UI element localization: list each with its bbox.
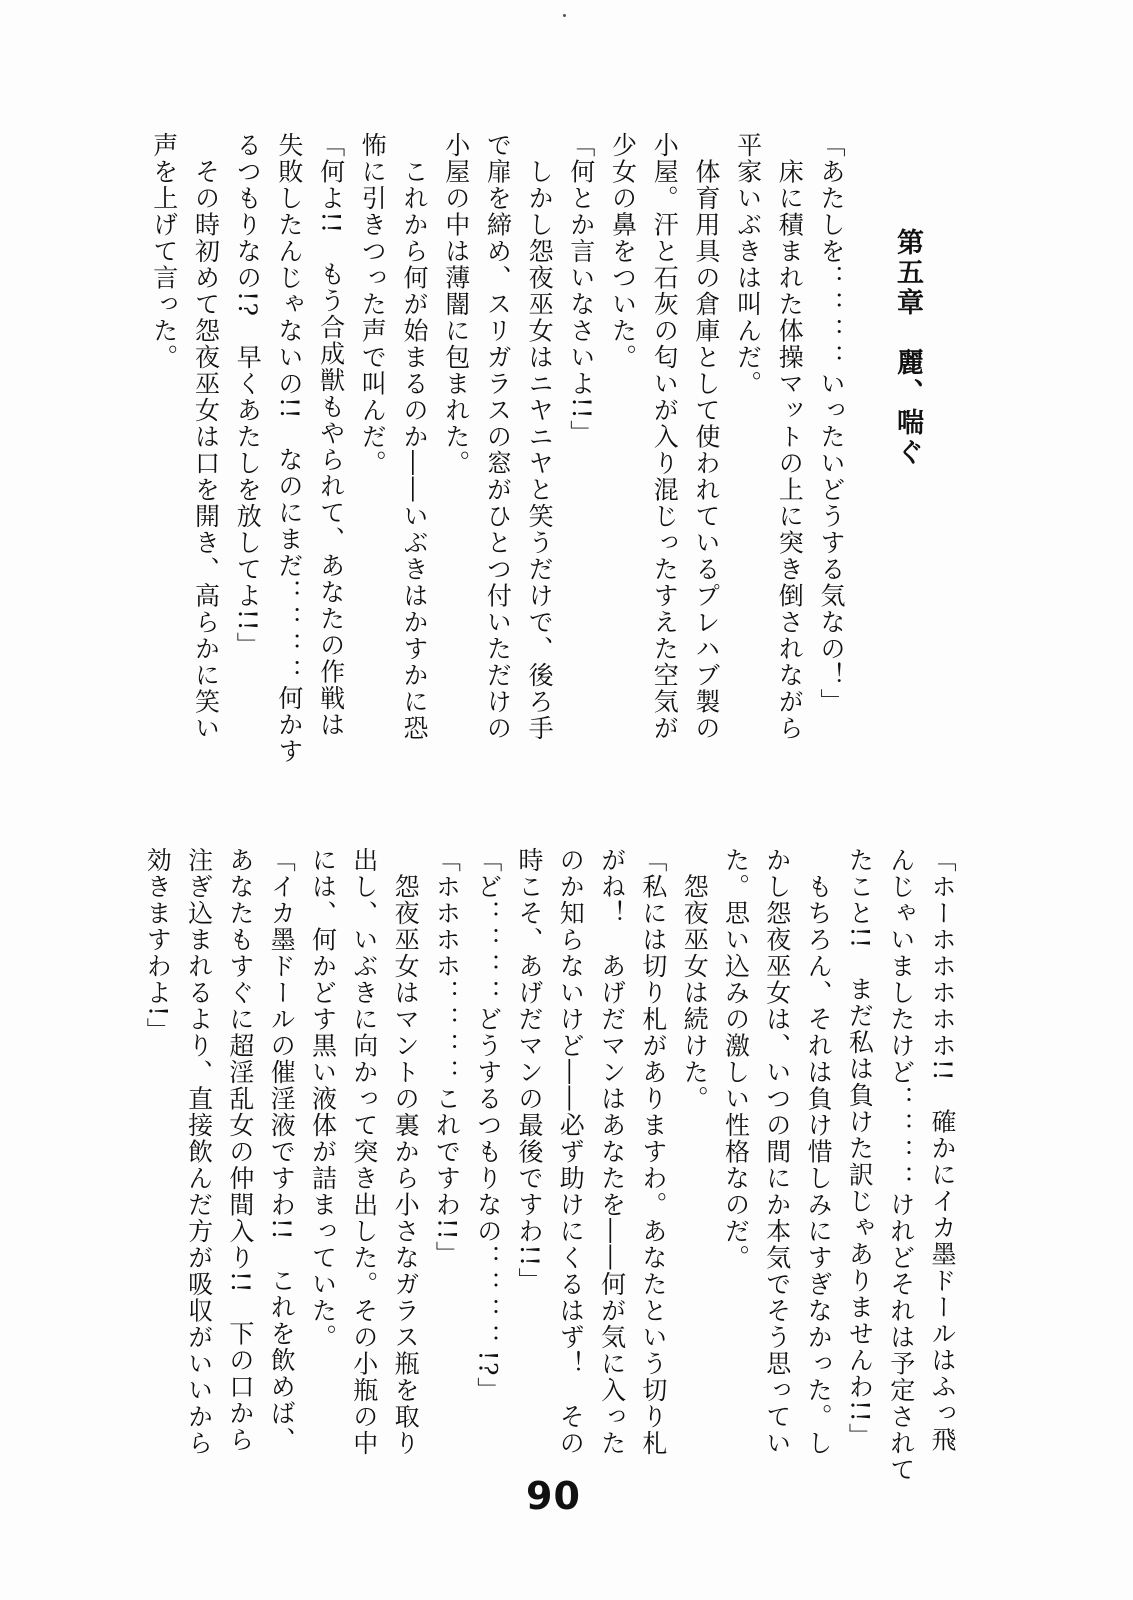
text-column: のか知らないけど――必ず助けにくるはず！ その <box>556 847 586 1457</box>
text-column: んじゃいましたけど：：：：けれどそれは予定されて <box>886 847 916 1483</box>
text-column: るつもりなの!? 早くあたしを放してよ!!」 <box>233 132 263 659</box>
text-column: 時こそ、あげだマンの最後ですわ!!」 <box>515 847 544 1295</box>
text-column: 平家いぶきは叫んだ。 <box>733 132 763 397</box>
text-column: 失敗したんじゃないの!! なのにまだ：：：：何かす <box>274 132 304 765</box>
text-column: 怨夜巫女は続けた。 <box>680 847 710 1112</box>
text-column: 「イカ墨ドールの催淫液ですわ!! これを飲めば、 <box>267 847 297 1454</box>
text-column: 怨夜巫女はマントの裏から小さなガラス瓶を取り <box>391 847 421 1457</box>
text-column: 「あたしを：：：：いったいどうする気なの！」 <box>817 132 846 715</box>
text-column: これから何が始まるのか――いぶきはかすかに恐 <box>400 132 429 742</box>
text-column: 効きますわよ!」 <box>143 847 173 1045</box>
text-column: がね！ あげだマンはあなたを――何が気に入った <box>597 847 627 1457</box>
page-number: 90 <box>526 1474 581 1518</box>
chapter-title: 第五章 麗、喘ぐ <box>892 228 923 468</box>
text-column: あなたもすぐに超淫乱女の仲間入り!! 下の口から <box>225 847 255 1454</box>
text-column: その時初めて怨夜巫女は口を開き、高らかに笑い <box>191 132 221 742</box>
text-column: 「何よ!! もう合成獣もやられて、あなたの作戦は <box>316 132 346 739</box>
text-column: 小屋の中は薄闇に包まれた。 <box>441 132 471 477</box>
scan-speck <box>563 14 566 17</box>
text-column: かし怨夜巫女は、いつの間にか本気でそう思ってい <box>762 847 792 1457</box>
text-column: 「ど：：：：どうするつもりなの：：：：!?」 <box>473 847 503 1404</box>
text-column: たこと!! まだ私は負けた訳じゃありませんわ!!」 <box>845 847 875 1450</box>
text-column: 注ぎ込まれるより、直接飲んだ方が吸収がいいから <box>184 847 214 1457</box>
text-column: た。思い込みの激しい性格なのだ。 <box>721 847 751 1271</box>
text-column: しかし怨夜巫女はニヤニヤと笑うだけで、後ろ手 <box>525 132 555 742</box>
text-column: 声を上げて言った。 <box>149 132 179 371</box>
text-column: 体育用具の倉庫として使われているプレハブ製の <box>691 132 721 742</box>
text-column: 出し、いぶきに向かって突き出した。その小瓶の中 <box>349 847 379 1457</box>
text-column: で扉を締め、スリガラスの窓がひとつ付いただけの <box>483 132 513 742</box>
text-column: には、何かどす黒い液体が詰まっていた。 <box>308 847 338 1351</box>
text-column: 少女の鼻をついた。 <box>608 132 638 371</box>
text-column: 小屋。汗と石灰の匂いが入り混じったすえた空気が <box>650 132 680 742</box>
text-column: もちろん、それは負け惜しみにすぎなかった。し <box>804 847 834 1457</box>
text-column: 「ホーホホホホホ!! 確かにイカ墨ドールはふっ飛 <box>928 847 957 1454</box>
text-column: 床に積まれた体操マットの上に突き倒されながら <box>775 132 805 742</box>
text-column: 怖に引きつった声で叫んだ。 <box>358 132 388 477</box>
text-column: 「私には切り札がありますわ。あなたという切り札 <box>638 847 668 1457</box>
text-column: 「何とか言いなさいよ!!」 <box>566 132 596 447</box>
text-column: 「ホホホホ：：：：これですわ!!」 <box>432 847 462 1268</box>
